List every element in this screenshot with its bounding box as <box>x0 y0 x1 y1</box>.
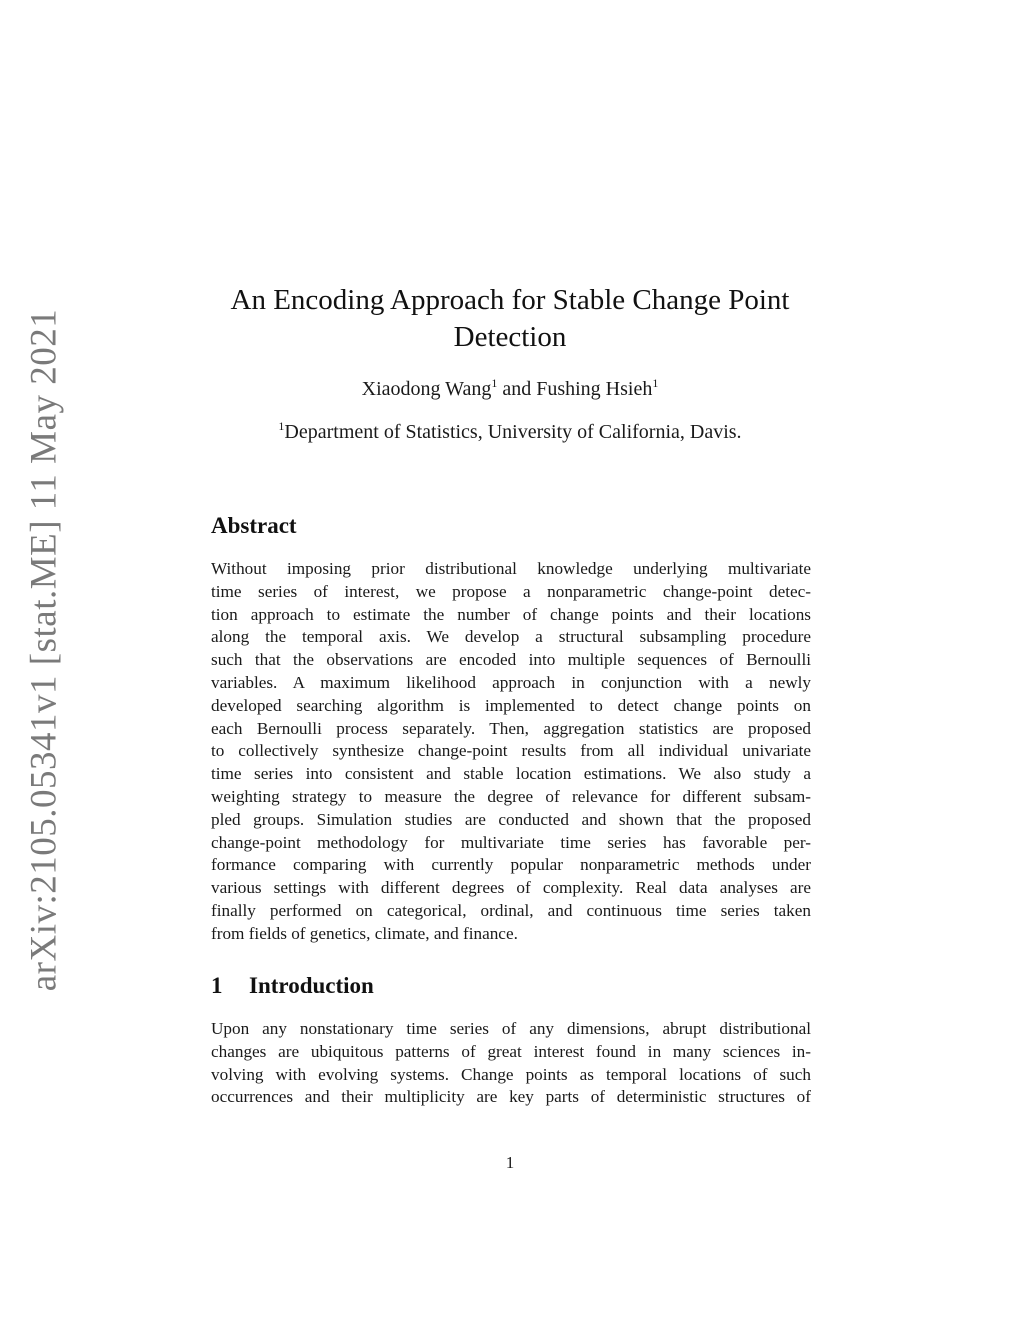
author-name: Xiaodong Wang <box>361 378 492 400</box>
text-line: change-point methodology for multivariate time series has favorable per- <box>211 832 811 852</box>
text-line: variables. A maximum likelihood approach in conjunction with a newly <box>211 672 811 692</box>
affiliation-mark: 1 <box>278 419 285 433</box>
title-line-2: Detection <box>453 321 567 353</box>
affiliation-mark: 1 <box>491 376 498 390</box>
page-number: 1 <box>505 1153 515 1172</box>
text-line: formance comparing with currently popular nonparametric methods under <box>211 855 811 875</box>
text-line: various settings with different degrees of complexity. Real data analyses are <box>211 878 811 898</box>
author-list <box>160 376 860 402</box>
author-name: Fushing Hsieh <box>536 378 653 400</box>
text-line: along the temporal axis. We develop a structural subsampling procedure <box>211 627 811 647</box>
text-line: from fields of genetics, climate, and finance. <box>211 923 518 943</box>
text-line: Upon any nonstationary time series of any dimensions, abrupt distributional <box>211 1019 811 1038</box>
text-line: to collectively synthesize change-point results from all individual univariate <box>211 741 811 761</box>
author-conjunction: and <box>497 378 537 400</box>
text-line: such that the observations are encoded into multiple sequences of Bernoulli <box>211 650 811 670</box>
text-line: weighting strategy to measure the degree of relevance for different subsam- <box>211 786 811 806</box>
text-line: volving with evolving systems. Change points as temporal locations of such <box>211 1064 811 1084</box>
introduction-body <box>211 1018 811 1109</box>
text-line: occurrences and their multiplicity are key parts of deterministic structures of <box>211 1087 811 1107</box>
text-line: finally performed on categorical, ordinal, and continuous time series taken <box>211 900 811 920</box>
text-line: Without imposing prior distributional knowledge underlying multivariate <box>211 559 811 578</box>
section-number: 1 <box>211 973 223 998</box>
introduction-heading <box>211 973 374 999</box>
affiliation <box>160 419 860 445</box>
text-line: each Bernoulli process separately. Then, aggregation statistics are proposed <box>211 718 811 738</box>
text-line: changes are ubiquitous patterns of great interest found in many sciences in- <box>211 1041 811 1061</box>
arxiv-identifier: arXiv:2105.05341v1 [stat.ME] 11 May 2021 <box>23 308 65 992</box>
text-line: pled groups. Simulation studies are conducted and shown that the proposed <box>211 809 811 829</box>
affiliation-text: Department of Statistics, University of California, Davis. <box>284 421 742 443</box>
text-line: developed searching algorithm is implemented to detect change points on <box>211 695 811 715</box>
title-line-1: An Encoding Approach for Stable Change Point <box>230 284 790 316</box>
affiliation-mark: 1 <box>652 376 659 390</box>
text-line: tion approach to estimate the number of change points and their locations <box>211 604 811 624</box>
text-line: time series of interest, we propose a nonparametric change-point detec- <box>211 581 811 601</box>
section-title: Introduction <box>249 973 374 998</box>
abstract-heading: Abstract <box>211 513 297 538</box>
abstract-body <box>211 558 811 946</box>
text-line: time series into consistent and stable location estimations. We also study a <box>211 764 811 784</box>
paper-title <box>160 282 860 356</box>
